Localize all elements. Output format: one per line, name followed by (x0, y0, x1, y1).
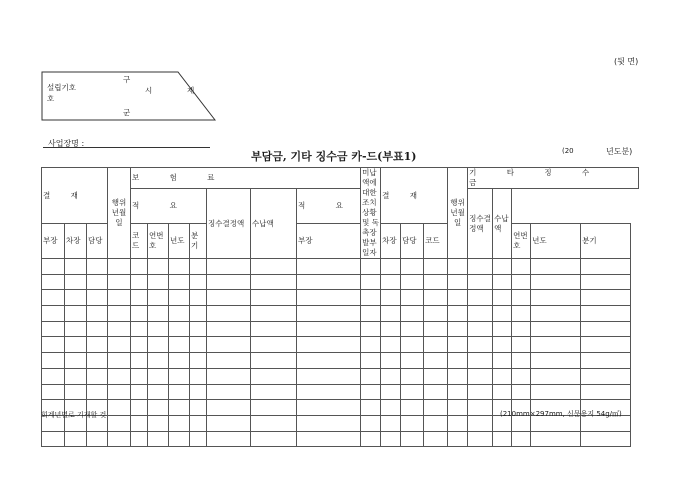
entry-cell (169, 431, 190, 447)
entry-cell (190, 274, 207, 290)
entry-cell (190, 306, 207, 322)
entry-cell (531, 274, 581, 290)
entry-row (42, 306, 639, 322)
entry-cell (65, 274, 87, 290)
entry-cell (361, 274, 381, 290)
entry-cell (108, 274, 131, 290)
entry-cell (108, 259, 131, 275)
entry-cell (251, 274, 297, 290)
business-name-label: 사업장명 : (48, 139, 85, 148)
entry-cell (169, 306, 190, 322)
entry-cell (361, 290, 381, 306)
entry-cell (42, 431, 65, 447)
entry-cell (190, 259, 207, 275)
entry-cell (207, 290, 251, 306)
entry-cell (381, 290, 401, 306)
entry-cell (42, 306, 65, 322)
entry-cell (190, 415, 207, 431)
entry-cell (468, 337, 493, 353)
entry-cell (361, 415, 381, 431)
entry-cell (108, 384, 131, 400)
entry-cell (87, 353, 108, 369)
org-code-label: 설립기호 호 (47, 83, 76, 103)
entry-row (42, 337, 639, 353)
dept-head-header-right: 부장 (297, 224, 361, 259)
entry-cell (401, 306, 424, 322)
entry-cell (207, 337, 251, 353)
code-header-left: 코드 (131, 224, 148, 259)
entry-cell (131, 353, 148, 369)
entry-cell (424, 384, 448, 400)
org-code-box (41, 71, 219, 121)
entry-cell (468, 274, 493, 290)
entry-cell (148, 259, 169, 275)
entry-cell (448, 368, 468, 384)
entry-cell (42, 337, 65, 353)
entry-cell (87, 337, 108, 353)
entry-row (42, 274, 639, 290)
entry-cell (448, 415, 468, 431)
entry-cell (87, 306, 108, 322)
entry-cell (448, 400, 468, 416)
entry-cell (381, 368, 401, 384)
entry-cell (65, 259, 87, 275)
entry-cell (87, 431, 108, 447)
approval-header-right: 결 재 (381, 168, 448, 224)
entry-cell (531, 353, 581, 369)
entry-cell (512, 337, 531, 353)
entry-cell (148, 431, 169, 447)
entry-cell (424, 290, 448, 306)
entry-cell (131, 415, 148, 431)
entry-cell (381, 321, 401, 337)
entry-cell (424, 274, 448, 290)
entry-cell (531, 431, 581, 447)
entry-cell (581, 431, 631, 447)
entry-cell (207, 321, 251, 337)
year-header-right: 년도 (531, 224, 581, 259)
entry-cell (169, 337, 190, 353)
entry-cell (361, 337, 381, 353)
entry-cell (42, 353, 65, 369)
entry-cell (493, 290, 512, 306)
page-side-label: (뒷 면) (614, 57, 639, 66)
entry-cell (42, 274, 65, 290)
act-date-header-left: 행위년월일 (108, 168, 131, 259)
entry-cell (448, 306, 468, 322)
entry-cell (207, 274, 251, 290)
entry-cell (131, 368, 148, 384)
entry-cell (424, 368, 448, 384)
paid-amount-header-left: 수납액 (251, 189, 297, 259)
code-header-right: 코드 (424, 224, 448, 259)
entry-cell (42, 290, 65, 306)
entry-cell (169, 259, 190, 275)
entry-cell (108, 368, 131, 384)
entry-cell (448, 274, 468, 290)
entry-cell (108, 321, 131, 337)
entry-cell (493, 321, 512, 337)
entry-cell (297, 415, 361, 431)
entry-cell (493, 337, 512, 353)
entry-cell (381, 415, 401, 431)
entry-cell (512, 321, 531, 337)
serial-header-right: 연번호 (512, 224, 531, 259)
entry-cell (108, 400, 131, 416)
entry-cell (251, 415, 297, 431)
entry-row (42, 353, 639, 369)
entry-cell (581, 274, 631, 290)
entry-cell (424, 321, 448, 337)
entry-cell (169, 400, 190, 416)
entry-cell (148, 337, 169, 353)
entry-cell (531, 368, 581, 384)
staff-header-right: 담당 (401, 224, 424, 259)
entry-cell (361, 259, 381, 275)
entry-cell (251, 337, 297, 353)
entry-cell (131, 321, 148, 337)
business-name-underline (43, 147, 210, 148)
decided-amount-header-left: 징수결정액 (207, 189, 251, 259)
org-gun-label: 군 (123, 108, 131, 117)
other-collection-header: 기 타 징 수 금 (468, 168, 639, 189)
entry-cell (512, 306, 531, 322)
entry-cell (42, 368, 65, 384)
entry-cell (87, 274, 108, 290)
act-date-header-right: 행위년월일 (448, 168, 468, 259)
approval-header-left: 결 재 (42, 168, 108, 224)
entry-cell (531, 306, 581, 322)
entry-cell (401, 431, 424, 447)
entry-cell (361, 306, 381, 322)
entry-cell (401, 274, 424, 290)
paid-amount-header-right: 수납액 (493, 189, 512, 259)
entry-cell (468, 306, 493, 322)
entry-cell (169, 274, 190, 290)
entry-cell (65, 290, 87, 306)
insurance-header: 보 험 료 (131, 168, 361, 189)
summary-header-right: 적 요 (297, 189, 424, 224)
year-suffix: 년도분) (606, 147, 633, 156)
entry-cell (65, 353, 87, 369)
entry-cell (401, 337, 424, 353)
entry-cell (468, 415, 493, 431)
entry-cell (424, 353, 448, 369)
entry-row (42, 290, 639, 306)
entry-cell (424, 415, 448, 431)
entry-cell (207, 368, 251, 384)
deputy-header-left: 차장 (65, 224, 87, 259)
entry-cell (190, 431, 207, 447)
entry-cell (531, 384, 581, 400)
entry-cell (381, 384, 401, 400)
year-prefix: (20 (562, 147, 574, 155)
entry-cell (251, 384, 297, 400)
entry-cell (148, 274, 169, 290)
entry-cell (131, 306, 148, 322)
entry-cell (42, 259, 65, 275)
entry-cell (87, 321, 108, 337)
entry-cell (190, 337, 207, 353)
dept-head-header-left: 부장 (42, 224, 65, 259)
entry-cell (448, 353, 468, 369)
entry-cell (207, 400, 251, 416)
entry-cell (251, 353, 297, 369)
entry-cell (581, 321, 631, 337)
entry-cell (207, 306, 251, 322)
entry-cell (468, 368, 493, 384)
entry-cell (381, 306, 401, 322)
entry-cell (361, 353, 381, 369)
entry-cell (361, 400, 381, 416)
entry-cell (190, 400, 207, 416)
entry-cell (468, 400, 493, 416)
collection-card-table (41, 167, 639, 447)
entry-row (42, 431, 639, 447)
entry-cell (148, 321, 169, 337)
entry-cell (401, 400, 424, 416)
entry-cell (251, 290, 297, 306)
entry-cell (581, 353, 631, 369)
entry-cell (468, 321, 493, 337)
serial-header-left: 연번호 (148, 224, 169, 259)
entry-cell (512, 368, 531, 384)
unpaid-action-header: 미납액에 대한 조치상황 및 독촉장발부일자 (362, 168, 379, 257)
entry-cell (448, 259, 468, 275)
entry-cell (65, 321, 87, 337)
entry-cell (424, 400, 448, 416)
entry-cell (512, 384, 531, 400)
entry-cell (207, 431, 251, 447)
footnote: 회계년별로 기재할 것 (41, 411, 107, 419)
entry-cell (108, 337, 131, 353)
entry-cell (251, 306, 297, 322)
entry-cell (581, 290, 631, 306)
entry-cell (512, 274, 531, 290)
entry-cell (493, 353, 512, 369)
entry-cell (108, 290, 131, 306)
entry-cell (190, 384, 207, 400)
entry-cell (190, 290, 207, 306)
paper-spec: (210mm×297mm, 신문용지 54g/㎡) (500, 410, 622, 418)
entry-cell (361, 321, 381, 337)
entry-cell (169, 415, 190, 431)
entry-cell (207, 384, 251, 400)
entry-cell (131, 431, 148, 447)
entry-cell (148, 306, 169, 322)
entry-cell (493, 368, 512, 384)
entry-cell (65, 368, 87, 384)
entry-cell (401, 290, 424, 306)
entry-cell (381, 259, 401, 275)
entry-cell (169, 321, 190, 337)
entry-cell (297, 306, 361, 322)
entry-cell (65, 306, 87, 322)
entry-cell (148, 290, 169, 306)
entry-cell (493, 259, 512, 275)
entry-cell (297, 353, 361, 369)
entry-cell (207, 259, 251, 275)
entry-cell (297, 368, 361, 384)
entry-cell (148, 353, 169, 369)
summary-header-left: 적 요 (131, 189, 207, 224)
entry-cell (361, 431, 381, 447)
entry-cell (581, 259, 631, 275)
entry-cell (131, 290, 148, 306)
entry-cell (493, 306, 512, 322)
org-gu-label: 구 (123, 75, 131, 84)
entry-cell (424, 337, 448, 353)
entry-cell (169, 384, 190, 400)
entry-cell (401, 368, 424, 384)
entry-cell (42, 321, 65, 337)
quarter-header-right: 분기 (581, 224, 631, 259)
entry-row (42, 368, 639, 384)
entry-cell (131, 337, 148, 353)
entry-cell (87, 259, 108, 275)
entry-cell (581, 384, 631, 400)
entry-cell (131, 384, 148, 400)
page-title: 부담금, 기타 징수금 카-드(부표1) (251, 150, 417, 163)
entry-cell (131, 259, 148, 275)
quarter-header-left: 분기 (190, 224, 207, 259)
entry-cell (207, 415, 251, 431)
entry-row (42, 259, 639, 275)
entry-cell (424, 259, 448, 275)
entry-cell (297, 384, 361, 400)
entry-cell (297, 431, 361, 447)
entry-cell (251, 368, 297, 384)
entry-cell (512, 259, 531, 275)
entry-cell (87, 368, 108, 384)
entry-cell (87, 290, 108, 306)
decided-amount-header-right: 징수결정액 (468, 189, 493, 259)
entry-cell (468, 259, 493, 275)
entry-cell (169, 368, 190, 384)
entry-cell (493, 384, 512, 400)
entry-cell (424, 306, 448, 322)
entry-cell (468, 290, 493, 306)
entry-cell (251, 431, 297, 447)
entry-cell (65, 384, 87, 400)
entry-cell (401, 384, 424, 400)
entry-cell (297, 321, 361, 337)
entry-cell (361, 368, 381, 384)
entry-cell (401, 259, 424, 275)
entry-cell (297, 400, 361, 416)
entry-cell (65, 431, 87, 447)
entry-cell (148, 384, 169, 400)
entry-cell (381, 274, 401, 290)
entry-row (42, 384, 639, 400)
entry-cell (190, 353, 207, 369)
entry-cell (251, 321, 297, 337)
entry-cell (169, 290, 190, 306)
entry-cell (381, 431, 401, 447)
entry-cell (148, 400, 169, 416)
entry-cell (401, 415, 424, 431)
entry-cell (401, 353, 424, 369)
entry-cell (190, 368, 207, 384)
entry-cell (448, 321, 468, 337)
entry-cell (131, 274, 148, 290)
entry-cell (169, 353, 190, 369)
entry-cell (65, 337, 87, 353)
entry-cell (424, 431, 448, 447)
entry-cell (512, 353, 531, 369)
entry-cell (493, 431, 512, 447)
entry-cell (108, 353, 131, 369)
entry-cell (448, 290, 468, 306)
entry-cell (381, 353, 401, 369)
entry-cell (448, 384, 468, 400)
entry-row (42, 321, 639, 337)
entry-cell (148, 368, 169, 384)
entry-cell (401, 321, 424, 337)
entry-cell (297, 274, 361, 290)
entry-cell (108, 431, 131, 447)
entry-cell (108, 415, 131, 431)
entry-cell (581, 337, 631, 353)
entry-cell (581, 306, 631, 322)
entry-cell (108, 306, 131, 322)
entry-cell (531, 337, 581, 353)
entry-cell (581, 368, 631, 384)
entry-cell (531, 321, 581, 337)
entry-cell (468, 353, 493, 369)
entry-cell (381, 337, 401, 353)
entry-cell (297, 290, 361, 306)
entry-cell (381, 400, 401, 416)
entry-cell (468, 384, 493, 400)
year-header-left: 년도 (169, 224, 190, 259)
entry-cell (448, 337, 468, 353)
entry-cell (297, 259, 361, 275)
entry-cell (493, 274, 512, 290)
staff-header-left: 담당 (87, 224, 108, 259)
deputy-header-right: 차장 (381, 224, 401, 259)
entry-cell (131, 400, 148, 416)
entry-cell (512, 290, 531, 306)
entry-cell (251, 400, 297, 416)
entry-cell (468, 431, 493, 447)
org-je-label: 제 (187, 86, 195, 95)
entry-cell (448, 431, 468, 447)
org-si-label: 시 (145, 86, 153, 95)
entry-cell (190, 321, 207, 337)
entry-cell (531, 290, 581, 306)
entry-cell (42, 384, 65, 400)
entry-cell (361, 384, 381, 400)
entry-cell (207, 353, 251, 369)
entry-cell (512, 431, 531, 447)
entry-cell (297, 337, 361, 353)
entry-cell (251, 259, 297, 275)
entry-cell (87, 384, 108, 400)
entry-cell (148, 415, 169, 431)
entry-cell (531, 259, 581, 275)
